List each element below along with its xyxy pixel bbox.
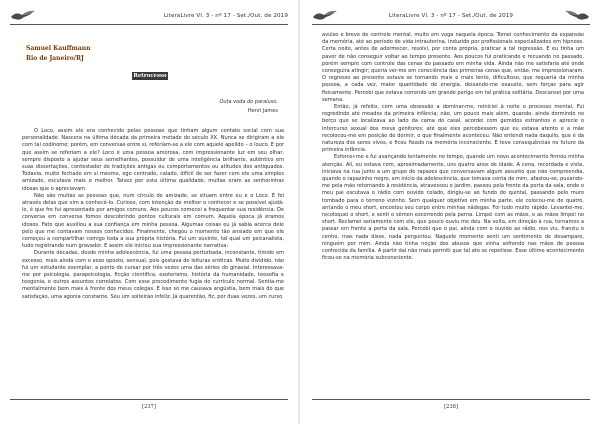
page-number: [237]	[142, 404, 156, 410]
left-page-footer	[10, 399, 288, 410]
left-body-text	[22, 128, 284, 301]
author-name: Samuel Kauffmann	[26, 45, 91, 52]
bird-logo-icon	[312, 10, 338, 22]
bird-logo-icon	[564, 10, 590, 22]
page-number: [238]	[444, 404, 458, 410]
header-rule	[312, 24, 590, 25]
paragraph: Durante décadas, desde minha adolescência, fui uma pessoa perturbada, inconstante, tímido em excesso, mais ainda com o sexo oposto, sensual, pois gostava de leituras eróticas. Muito dividido, não fui um estudante exemplar, a ponto de cursar por três vezes uma das séries do ginasial. Interessava-me por psicologia, parapsicologia, ficção científica, esoterismo, história da humanidade, teosofia e teogonia, e outros assuntos correlatos. Com esse procedimento fugia do currículo normal. Sentia-me mentalmente bem mais à frente dos meus colegas. E isso só me causava angústia, bem mais do que satisfação, uma agonia constante. Sou um solteirão infeliz. Já quarentão, fiz, por duas vezes, um curso	[22, 250, 284, 300]
epigraph-quote: Outa voda do paraluso.	[219, 99, 278, 105]
author-block	[26, 44, 90, 64]
running-title: LiteraLivre Vl. 3 - nº 17 - Set./Out. de 2019	[388, 13, 514, 19]
paragraph: Então, já refeito, com uma obsessão a dominar-me, reiniciei à noite o processo mental. Fui regredindo até meados da primeira infância; não, um pouco mais além, quando, ainda dormindo no berço que se localizava ao lado da cama do casal, acordei com gemidos estranhos e aprecie o intercurso sexual dos meus genitores; até que eles percebessem que eu estava atento e a mãe recolocou-me em posição de dormir, o que finalmente aconteceu. Não entendi nada daquilo, que é da natureza dos seres vivos, e ficou fixado na memória inconsciente. E teve consequências no futuro da primeira infância.	[322, 104, 584, 154]
author-location: Rio de Janeiro/RJ	[26, 55, 84, 62]
running-title: LiteraLivre Vl. 3 - nº 17 - Set./Out. de 2019	[163, 13, 288, 19]
right-page-footer	[312, 399, 590, 410]
right-page	[304, 0, 598, 424]
right-page-header	[312, 10, 590, 22]
paragraph: Esforcei-me e fui avançando lentamente no tempo, quando um novo acontecimento firmou minha atenção. Ali, eu estava com, aproximadamente, uns quatro anos de idade. A cena, recordada e vista, iniciava na rua junto a um grupo de rapazes que conversavam algum assunto que não compreendia, quando o rapazinho negro, em início da adolescência, que tomava conta de mim, afastou-se, puxando-me pela mão retornando à residência, atravessou o jardim, passou pela frente da porta da sala, onde o meu pai escutava o rádio com ouvido colado, dirigiu-se ao fundo do quintal, passando pelo muro tombado para o terreno vizinho. Sem qualquer objetivo em minha parte, ele colocou-me de quatro, arriando o meu short, encostou seu corpo entre minhas nádegas. Foi tudo muito rápido. Levantei-me, recoloquei o short, e senti o sêmen escorrendo pela perna. Limpei com as mãos, e as mãos limpei no short. Reclamei seriamente com ele, que pouco ouviu me deu. Na volta, em direção à rua, tornamos a passar em frente a porta da sala. Percebi que o pai, ainda com o ouvido ao rádio, nos viu, franziu o cenho, mas nada disse, nada perguntou. Naquele momento senti um sentimento de desamparo, ninguém por mim. Ainda não tinha noção dos abusos que vinha sofrendo nas mãos de pessoa conhecida da família. A partir daí não mais permiti que tal ato se repetisse. Esse último acontecimento ficou-se na memória subconsciente.	[322, 154, 584, 262]
gutter	[298, 0, 300, 424]
paragraph: Não são muitas as pessoas que, num círculo de amizade, se situam entre eu e o Loco. E foi através delas que vim a conhecê-lo. Curioso, com intenção de melhor o conhecer e se possível ajudá-lo, é que fre fui apresentado por amigos comuns. Aos poucos comecei a frequentar sua residência. De conversa em conversa fomos descobrindo pontos culturais em comum. Aquela época já éramos idosos. Fato que auxiliou a sua confiança em minha pessoa. Algumas coisas eu já sabia acerca dele pelo que me contavam nossos conhecidos. Finalmente, chegou o momento tão ansiado em que ele começou a compartilhar comigo toda a sua própria história. Fui um ouvinte, tal qual um psicanalista, tudo registrando num gravador. E assim ele iniciou sua impressionante narrativa:	[22, 192, 284, 250]
left-page-header	[10, 10, 288, 22]
bird-logo-icon	[10, 10, 36, 22]
paragraph: O Loco, assim ele era conhecido pelas pessoas que tinham algum contato social com sua personalidade. Nascera na última década da primeira metade do século XX. Nunca se dirigiram a ele com tal codinome; porém, em conversas entre si, referiam-se a ele com aquele apelido – o louco. E por que assim se referiam a ele? Loco é uma pessoa amorosa, com impressionante luz em seu olhar, sempre disposto a ajudar seus semelhantes, possuidor de uma inteligência brilhante, autêntico em suas dissertações, contestador de tradições antigas ou comportamentos ou atitudes dos antiquados. Todavia, muito fechado em si mesmo, ego centrado, calado, difícil de ser fazer com ele uma simples amizade, escutava mais e melhor. Talvez por esta última qualidade, muitas eram as senhorinhas idosas que o apreciavam.	[22, 128, 284, 192]
epigraph-author: Henri James	[247, 108, 278, 114]
story-title: Retrocesso	[133, 73, 167, 79]
left-page	[2, 0, 296, 424]
epigraph	[219, 98, 278, 116]
header-rule	[10, 24, 288, 25]
right-body-text	[322, 32, 584, 263]
paragraph: avulso e breve de controle mental, muito em voga naquela época. Tomei conhecimento da expansão da memória, até ao período de vida intrauterina, induzido por profissionais especializados em hipnose. Certa noite, antes de adormecer, resolvi, por conta própria, praticar a tal regressão. E eu tinha um pavor de não conseguir voltar ao tempo presente. Aos poucos fui praticando e recuando no passado, porém sempre com controle das cenas do passado em minha vida. Ainda não me satisfaria até onde conseguira atingir; queria ver-me em consciência das primeiras cenas que, então, me impressionaram. O regresso ao presente estava se tornando mais e mais lento, dificultoso, que requeria da minha pessoa, a cada vez, maior quantidade de energia, deixando-me exausto, sem forças para agir fisicamente. Percebi que estava correndo um grande perigo em tal prática solitária. Descansei por uma semana.	[322, 32, 585, 103]
